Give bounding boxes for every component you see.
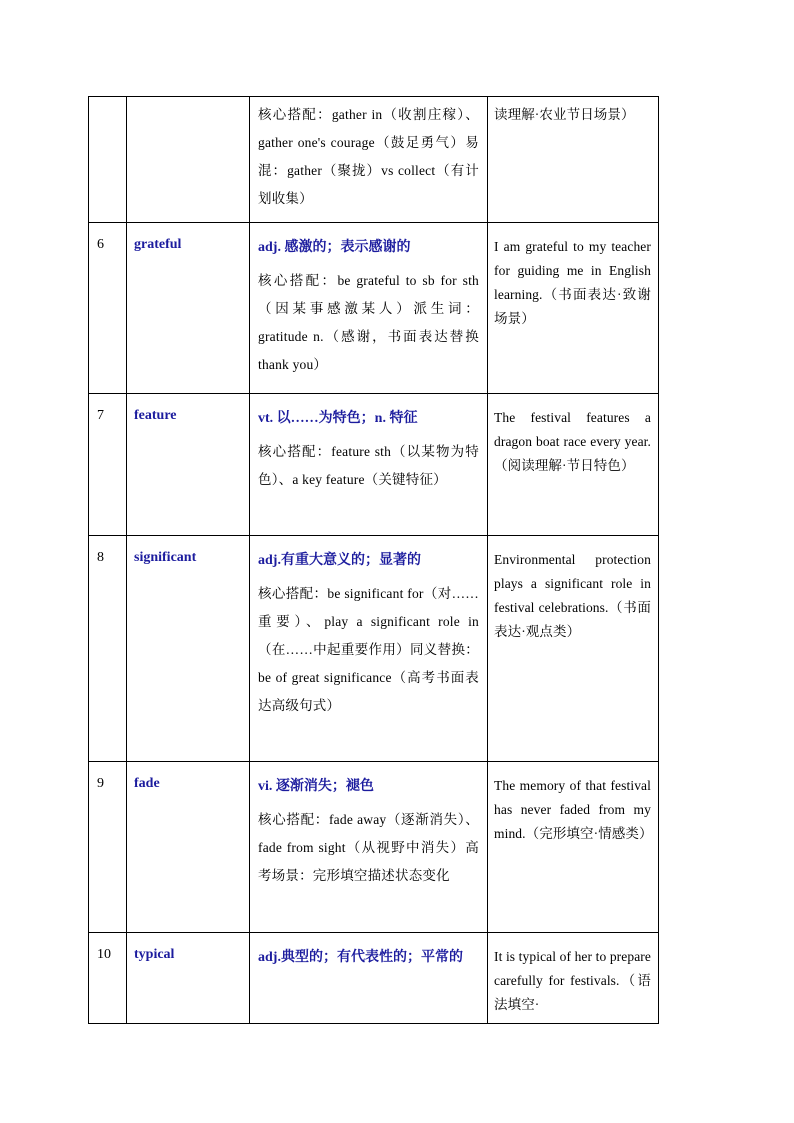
table-row [89,536,659,762]
meaning-cell [250,762,488,933]
meaning-cell [250,933,488,1024]
example-sentence: I am grateful to my teacher for guiding me in English learning.（书面表达·致谢场景） [494,239,651,326]
vocabulary-table [88,96,659,1024]
vocab-word: typical [127,933,250,1024]
row-number: 6 [89,223,127,394]
row-number: 8 [89,536,127,762]
word-meaning: adj.典型的；有代表性的；平常的 [258,950,463,965]
usage-notes: 核心搭配：feature sth（以某物为特色）、a key feature（关键特征） [258,444,479,487]
vocab-word: significant [127,536,250,762]
table-row [89,97,659,223]
row-number: 7 [89,394,127,536]
vocabulary-table-page [88,96,658,1024]
vocab-word: grateful [127,223,250,394]
example-sentence: The memory of that festival has never faded from my mind.（完形填空·情感类） [494,778,653,841]
word-meaning: vt. 以……为特色；n. 特征 [258,411,418,426]
example-sentence: The festival features a dragon boat race every year.（阅读理解·节日特色） [494,410,651,473]
meaning-cell [250,394,488,536]
usage-notes: 核心搭配：be grateful to sb for sth（因某事感激某人）派生词：gratitude n.（感谢，书面表达替换 thank you） [258,273,479,372]
example-sentence: Environmental protection plays a significant role in festival celebrations.（书面表达·观点类） [494,552,651,639]
example-cell [488,394,659,536]
word-meaning: vi. 逐渐消失；褪色 [258,779,374,794]
table-row [89,933,659,1024]
table-row [89,762,659,933]
usage-notes: 核心搭配：fade away（逐渐消失）、fade from sight（从视野中消失）高考场景：完形填空描述状态变化 [258,812,479,883]
word-meaning: adj. 感激的；表示感谢的 [258,240,411,255]
meaning-cell [250,97,488,223]
usage-notes: 核心搭配：be significant for（对……重要）、play a significant role in（在……中起重要作用）同义替换：be of great significance（高考书面表达高级句式） [258,586,479,713]
example-cell [488,933,659,1024]
example-cell [488,762,659,933]
vocab-word: fade [127,762,250,933]
example-sentence: 读理解·农业节日场景） [494,107,635,122]
meaning-cell [250,223,488,394]
example-cell [488,97,659,223]
meaning-cell [250,536,488,762]
row-number: 9 [89,762,127,933]
usage-notes: 核心搭配：gather in（收割庄稼）、gather one's courage（鼓足勇气）易混：gather（聚拢）vs collect（有计划收集） [258,107,479,206]
example-cell [488,536,659,762]
example-cell [488,223,659,394]
row-number [89,97,127,223]
vocab-word [127,97,250,223]
table-row [89,394,659,536]
example-sentence: It is typical of her to prepare carefully for festivals.（语法填空· [494,949,651,1012]
table-row [89,223,659,394]
row-number: 10 [89,933,127,1024]
vocab-word: feature [127,394,250,536]
word-meaning: adj.有重大意义的；显著的 [258,553,421,568]
